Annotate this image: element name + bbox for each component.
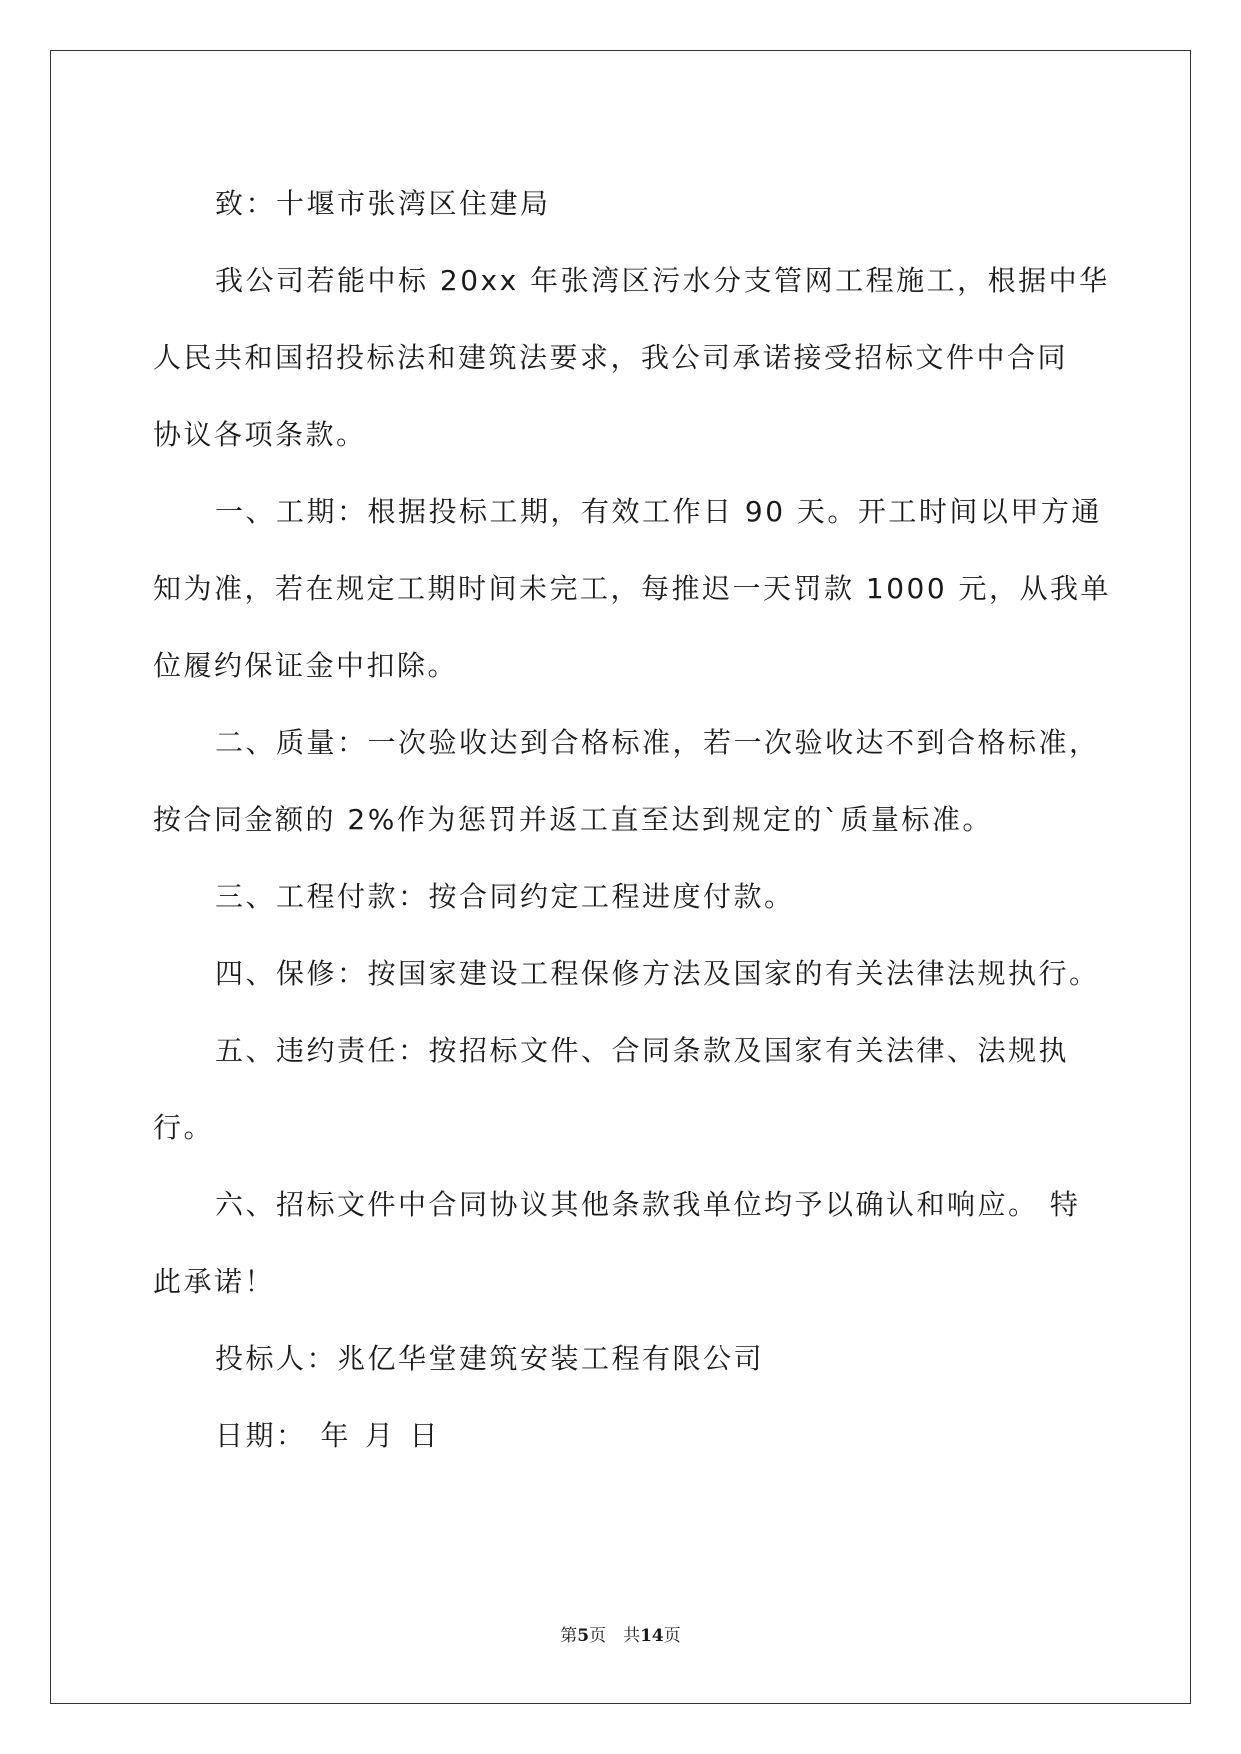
clause-warranty-line: 四、保修：按国家建设工程保修方法及国家的有关法律法规执行。 [215, 957, 1100, 990]
intro-paragraph-line: 人民共和国招投标法和建筑法要求，我公司承诺接受招标文件中合同 [153, 341, 1069, 374]
document-body [153, 165, 1112, 1474]
page-mid: 页 共 [589, 1626, 641, 1646]
clause-liability-line: 五、违约责任：按招标文件、合同条款及国家有关法律、法规执 [215, 1034, 1070, 1067]
clause-other-line: 此承诺！ [153, 1265, 276, 1298]
page-number-footer [0, 1621, 1241, 1646]
intro-paragraph-line: 协议各项条款。 [153, 418, 367, 451]
clause-duration-line: 位履约保证金中扣除。 [153, 649, 459, 682]
bidder-line: 投标人：兆亿华堂建筑安装工程有限公司 [215, 1342, 765, 1375]
date-line [153, 1397, 1093, 1474]
date-label: 日期： [215, 1419, 307, 1452]
date-month: 月 [365, 1419, 396, 1452]
clause-other-line: 六、招标文件中合同协议其他条款我单位均予以确认和响应。 特 [215, 1188, 1081, 1221]
page-current: 5 [577, 1626, 590, 1646]
recipient-line: 致：十堰市张湾区住建局 [215, 187, 551, 220]
page-suffix: 页 [663, 1626, 681, 1646]
date-year: 年 [320, 1419, 352, 1452]
date-day: 日 [409, 1419, 441, 1452]
clause-quality-line: 二、质量：一次验收达到合格标准，若一次验收达不到合格标准， [215, 726, 1100, 759]
clause-liability-line: 行。 [153, 1111, 215, 1144]
clause-payment-line: 三、工程付款：按合同约定工程进度付款。 [215, 880, 795, 913]
clause-duration-line: 一、工期：根据投标工期，有效工作日 90 天。开工时间以甲方通 [215, 495, 1102, 528]
page-prefix: 第 [560, 1626, 578, 1646]
clause-duration-line: 知为准，若在规定工期时间未完工，每推迟一天罚款 1000 元，从我单 [153, 572, 1112, 605]
page-total: 14 [640, 1626, 664, 1646]
intro-paragraph-line: 我公司若能中标 20xx 年张湾区污水分支管网工程施工，根据中华 [215, 264, 1110, 297]
clause-quality-line: 按合同金额的 2%作为惩罚并返工直至达到规定的`质量标准。 [153, 803, 993, 836]
